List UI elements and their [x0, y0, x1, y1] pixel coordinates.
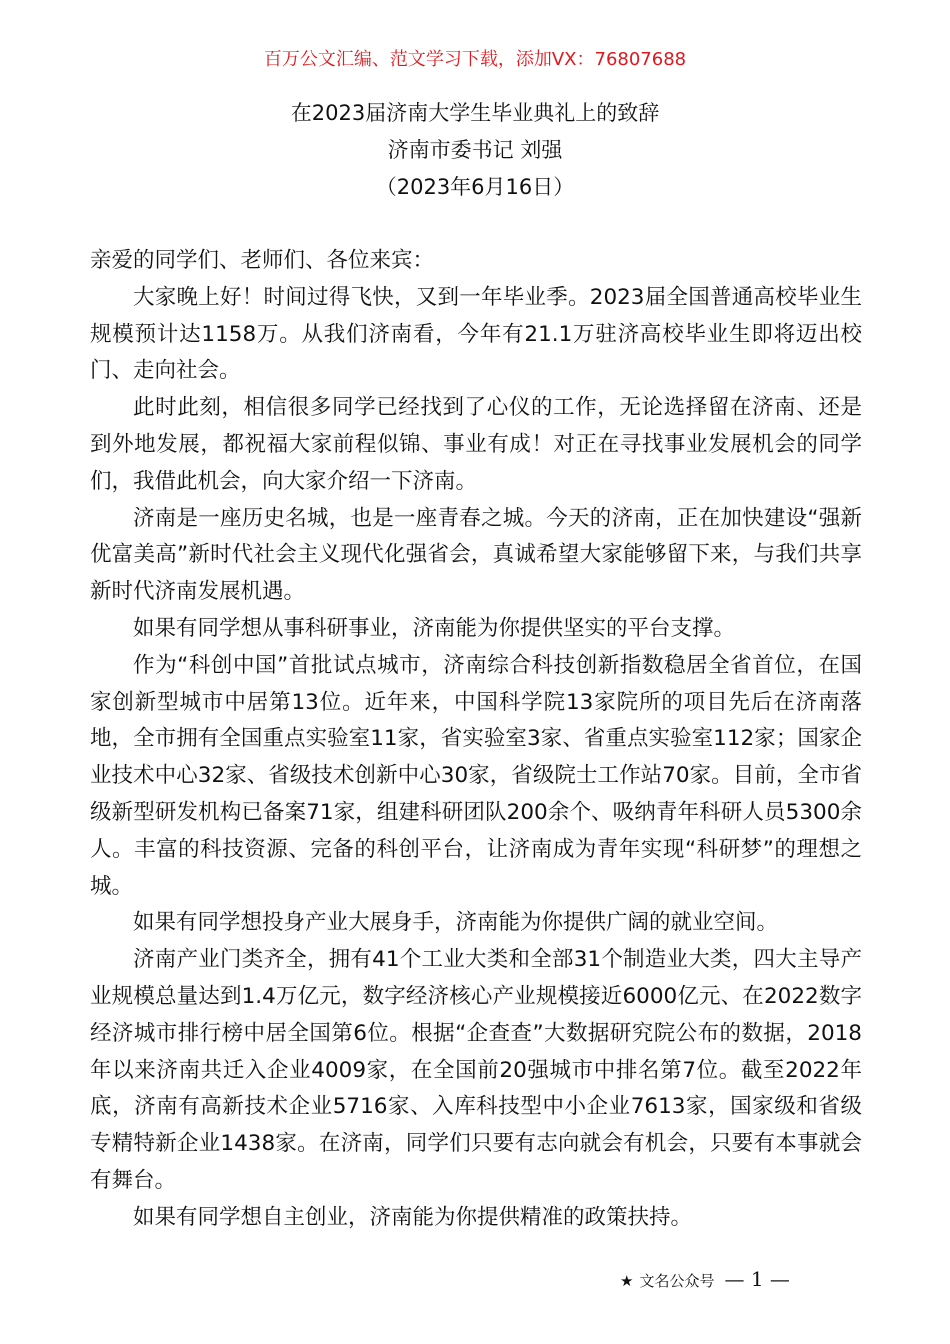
paragraph-5: 作为“科创中国”首批试点城市，济南综合科技创新指数稳居全省首位，在国家创新型城市中居第13位。近年来，中国科学院13家院所的项目先后在济南落地，全市拥有全国重点实验室11家，省实验室3家、省重点实验室112家；国家企业技术中心32家、省级技术创新中心30家，省级院士工作站70家。目前，全市省级新型研发机构已备案71家，组建科研团队200余个、吸纳青年科研人员5300余人。丰富的科技资源、完备的科创平台，让济南成为青年实现“科研梦”的理想之城。 [90, 652, 862, 899]
page-footer [620, 1264, 840, 1294]
speech-date: （2023年6月16日） [375, 175, 575, 199]
paragraph-1: 大家晚上好！时间过得飞快，又到一年毕业季。2023届全国普通高校毕业生规模预计达1158万。从我们济南看，今年有21.1万驻济高校毕业生即将迈出校门、走向社会。 [90, 284, 862, 384]
star-icon: ★ [620, 1272, 634, 1290]
paragraph-6: 如果有同学想投身产业大展身手，济南能为你提供广阔的就业空间。 [133, 910, 779, 936]
page-number: — 1 — [724, 1267, 790, 1291]
paragraph-7: 济南产业门类齐全，拥有41个工业大类和全部31个制造业大类，四大主导产业规模总量达到1.4万亿元，数字经济核心产业规模接近6000亿元、在2022数字经济城市排行榜中居全国第6位。根据“企查查”大数据研究院公布的数据，2018年以来济南共迁入企业4009家，在全国前20强城市中排名第7位。截至2022年底，济南有高新技术企业5716家、入库科技型中小企业7613家，国家级和省级专精特新企业1438家。在济南，同学们只要有志向就会有机会，只要有本事就会有舞台。 [90, 947, 862, 1193]
promo-banner: 百万公文汇编、范文学习下载，添加VX：76807688 [263, 49, 687, 70]
speech-body [90, 243, 862, 1237]
footer-label: 文名公众号 [639, 1272, 715, 1290]
speech-title: 在2023届济南大学生毕业典礼上的致辞 [290, 101, 660, 125]
speech-author: 济南市委书记 刘强 [387, 138, 563, 162]
paragraph-8: 如果有同学想自主创业，济南能为你提供精准的政策扶持。 [133, 1204, 693, 1230]
paragraph-3: 济南是一座历史名城，也是一座青春之城。今天的济南，正在加快建设“强新优富美高”新时代社会主义现代化强省会，真诚希望大家能够留下来，与我们共享新时代济南发展机遇。 [90, 505, 862, 605]
paragraph-2: 此时此刻，相信很多同学已经找到了心仪的工作，无论选择留在济南、还是到外地发展，都祝福大家前程似锦、事业有成！对正在寻找事业发展机会的同学们，我借此机会，向大家介绍一下济南。 [90, 395, 862, 494]
salutation: 亲爱的同学们、老师们、各位来宾： [90, 248, 435, 273]
paragraph-4: 如果有同学想从事科研事业，济南能为你提供坚实的平台支撑。 [133, 615, 736, 641]
